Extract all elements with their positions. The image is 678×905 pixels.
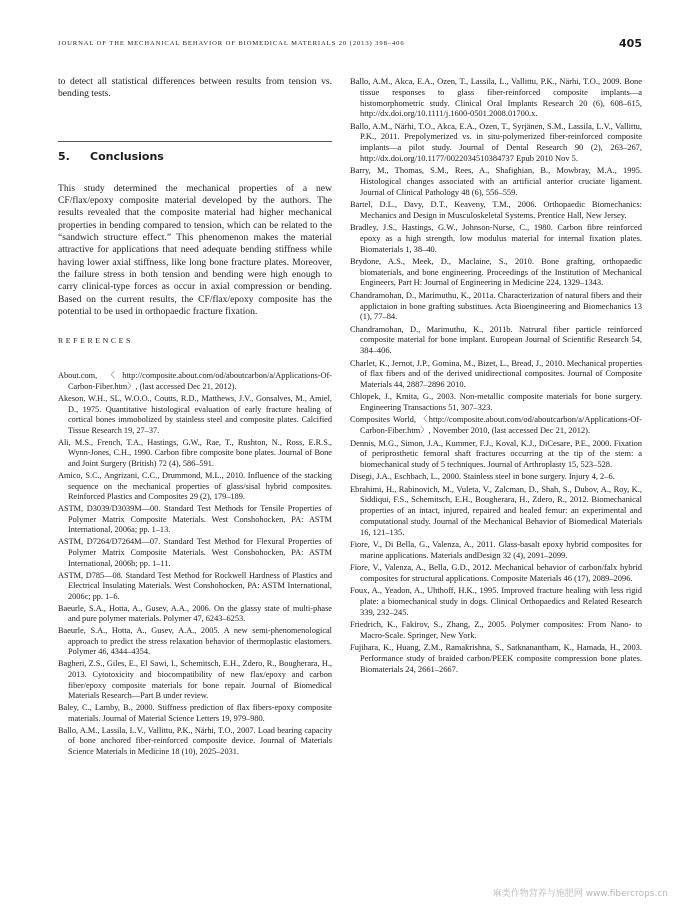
reference-item: Ballo, A.M., Akca, E.A., Ozen, T., Lassila, L., Vallittu, P.K., Närhi, T.O., 2009. Bone tissue responses to glass fiber-reinforced composite implants—a histomorphometric study. Clinical Oral Implants Research 20 (6), 608–615, http://dx.doi.org/10.1111/j.1600-0501.2008.01700.x. (350, 76, 642, 119)
intro-paragraph: to detect all statistical differences between results from tension vs. bending tests. (58, 76, 332, 100)
reference-item: Fiore, V., Valenza, A., Bella, G.D., 2012. Mechanical behavior of carbon/falx hybrid composites for structural applications. Composite Materials 46 (17), 2089–2096. (350, 562, 642, 583)
reference-item: Bradley, J.S., Hastings, G.W., Johnson-Nurse, C., 1980. Carbon fibre reinforced epoxy as a high strength, low modulus material for internal fixation plates. Biomaterials 1, 38–40. (350, 222, 642, 254)
right-column (350, 76, 642, 676)
reference-item: Bagheri, Z.S., Giles, E., El Sawi, I., Schemitsch, E.H., Zdero, R., Bougherara, H., 2013. Cytotoxicity and biocompatibility of new flax/epoxy and carbon fiber/epoxy composite materials for bone repair. Journal of Biomedical Materials Research—Part B under review. (58, 659, 332, 701)
conclusion-paragraph: This study determined the mechanical properties of a new CF/flax/epoxy composite material developed by the authors. The results revealed that the composite material had higher mechanical properties in bending compared to tension, which can be related to the “sandwich structure effect.” This phenomenon makes the material attractive for applications that need adequate bending stiffness while having lower axial stiffness, like long bone fracture plates. Moreover, the failure stress in both tension and bending were high enough to carry clinical-type forces as occur in axial compression or bending. Based on the current results, the CF/flax/epoxy composite has the potential to be used in orthopaedic fracture fixation. (58, 182, 332, 318)
references-heading: REFERENCES (58, 336, 133, 346)
reference-item: Dennis, M.G., Simon, J.A., Kummer, F.J., Koval, K.J., DiCesare, P.E., 2000. Fixation of periprosthetic femoral shaft fractures occurring at the tip of the stem: a biomechanical study of 5 techniques. Journal of Arthroplasty 15, 523–528. (350, 437, 642, 470)
reference-item: Chandramohan, D., Marimuthu, K., 2011b. Natrural fiber particle reinforced composite material for bone implant. European Journal of Scientific Research 54, 384–406. (350, 323, 642, 356)
section-heading (58, 150, 332, 163)
reference-item: Chlopek, J., Kmita, G., 2003. Non-metallic composite materials for bone surgery. Engineering Transactions 51, 307–323. (350, 391, 642, 413)
reference-item: Foux, A., Yeadon, A., Uhthoff, H.K., 1995. Improved fracture healing with less rigid plate: a biomechanical study in dogs. Clinical Orthopaedics and Related Research 339, 232–245. (350, 585, 642, 617)
reference-list-right (350, 76, 642, 674)
journal-title: JOURNAL OF THE MECHANICAL BEHAVIOR OF BIOMEDICAL MATERIALS 20 (2013) 398–406 (58, 39, 405, 47)
reference-item: Bartel, D.L., Davy, D.T., Keaveny, T.M., 2006. Orthopaedic Biomechanics: Mechanics and Design in Musculoskeletal Systems. Prentice Hall, New Jersey. (350, 199, 642, 220)
reference-item: Fujihara, K., Huang, Z.M., Ramakrishna, S., Satknanantham, K., Hamada, H., 2003. Performance study of braided carbon/PEEK composite compression bone plates. Biomaterials 24, 2661–2667. (350, 642, 642, 674)
reference-item: Baeurle, S.A., Hotta, A., Gusev, A.A., 2006. On the glassy state of multi-phase and pure polymer materials. Polymer 47, 6243–6253. (58, 603, 332, 624)
section-divider (58, 141, 332, 142)
site-watermark: 麻类作物营养与施肥网 www.fibercrops.cn (492, 889, 668, 899)
reference-item: Fiore, V., Di Bella, G., Valenza, A., 2011. Glass-basalt epoxy hybrid composites for marine applications. Materials andDesign 32 (4), 2091–2099. (350, 539, 642, 560)
reference-item: Brydone, A.S., Meek, D., Maclaine, S., 2010. Bone grafting, orthopaedic biomaterials, and bone engineering. Proceedings of the Institution of Mechanical Engineers, Part H: Journal of Engineering in Medicine 224, 1329–1343. (350, 255, 642, 288)
reference-item: Amico, S.C., Angrizani, C.C., Drummond, M.L., 2010. Influence of the stacking sequence on the mechanical properties of glass/sisal hybrid composites. Reinforced Plastics and Composites 29 (2), 179–189. (58, 470, 332, 502)
reference-item: ASTM, D3039/D3039M—00. Standard Test Methods for Tensile Properties of Polymer Matrix Composite Materials. West Conshohocken, PA: ASTM International, 2006a; pp. 1–13. (58, 504, 332, 535)
reference-item: Ali, M.S., French, T.A., Hastings, G.W., Rae, T., Rushton, N., Ross, E.R.S., Wynn-Jones, C.H., 1990. Carbon fibre composite bone plates. Journal of Bone and Joint Surgery (British) 72 (4), 586–591. (58, 437, 332, 468)
reference-item: About.com, 〈http://composite.about.com/od/aboutcarbon/a/Applications-Of-Carbon-Fiber.htm〉, (last accessed Dec 21, 2012). (58, 371, 332, 392)
reference-item: Chandramohan, D., Marimuthu, K., 2011a. Characterization of natural fibers and their applictaion in bone grafting substitues. Acta Bioengineering and Biomechanics 13 (1), 77–84. (350, 289, 642, 322)
reference-item: Ballo, A.M., Lassila, L.V., Vallittu, P.K., Närhi, T.O., 2007. Load bearing capacity of bone anchored fiber-reinforced composite device. Journal of Materials Science Materials in Medicine 18 (10), 2025–2031. (58, 725, 332, 756)
reference-item: Disegi, J.A., Eschbach, L., 2000. Stainless steel in bone surgery. Injury 4, 2–6. (350, 471, 615, 482)
running-header (58, 36, 642, 50)
reference-item: Charlet, K., Jernot, J.P., Gomina, M., Bizet, L., Bread, J., 2010. Mechanical properties of flax fibers and of the derived unidirectional composites. Journal of Composite Materials 44, 2887–2896 2010. (350, 357, 642, 389)
reference-list-left (58, 371, 332, 757)
section-title: Conclusions (90, 149, 164, 163)
reference-item: Baeurle, S.A., Hotta, A., Gusev, A.A., 2005. A new semi-phenomenological approach to predict the stress relaxation behavior of thermoplastic elastomers. Polymer 46, 4344–4354. (58, 626, 332, 657)
page-number: 405 (619, 36, 642, 50)
reference-item: ASTM, D7264/D7264M—07. Standard Test Method for Flexural Properties of Polymer Matrix Composite Materials. West Conshohocken, PA: ASTM International, 2006b; pp. 1–11. (58, 537, 332, 568)
left-column (58, 76, 332, 759)
reference-item: Friedrich, K., Fakirov, S., Zhang, Z., 2005. Polymer composites: From Nano- to Macro-Scale. Springer, New York. (350, 619, 642, 640)
reference-item: ASTM, D785—08. Standard Test Method for Rockwell Hardness of Plastics and Electrical Insulating Materials. West Conshohocken, PA: ASTM International, 2006c; pp. 1–6. (58, 570, 332, 601)
reference-item: Akeson, W.H., SL, W.O.O., Coutts, R.D., Matthews, J.V., Gonsalves, M., Amiel, D., 1975. Quantitative histological evaluation of early fracture healing of cortical bones immobolized by stainless steel and composite plates. Calcified Tissue Research 19, 27–37. (58, 394, 332, 435)
reference-item: Barry, M., Thomas, S.M., Rees, A., Shafighian, B., Mowbray, M.A., 1995. Histological changes associated with an artificial anterior cruciate ligament. Journal of Clinical Pathology 48 (6), 556–559. (350, 165, 642, 197)
reference-item: Ballo, A.M., Närhi, T.O., Akca, E.A., Ozen, T., Syrjänen, S.M., Lassila, L.V., Vallittu, P.K., 2011. Prepolymerized vs. in situ-polymerized fiber-reinforced composite implants—a pilot study. Journal of Dental Research 90 (2), 263–267, http://dx.doi.org/10.1177/0022034510384737 Epub 2010 Nov 5. (350, 120, 642, 163)
reference-item: Ebrahimi, H., Rabinovich, M., Vuleta, V., Zalcman, D., Shah, S., Dubov, A., Roy, K., Siddiqui, F.S., Schemitsch, E.H., Bougherara, H., Zdero, R., 2012. Biomechanical properties of an intact, injured, repaired and healed femur: an experimental and computational study. Journal of the Mechanical Behavior of Biomedical Materials 16, 121–135. (350, 483, 642, 537)
section-number: 5. (58, 149, 70, 163)
reference-item: Composites World, 〈http://composite.about.com/od/aboutcarbon/a/Applications-Of-Carbon-Fiber.htm〉, November 2010, (last accessed Dec 21, 2012). (350, 414, 642, 436)
reference-item: Baley, C., Lamby, B., 2000. Stiffness prediction of flax fibers-epoxy composite materials. Journal of Material Science Letters 19, 979–980. (58, 703, 332, 723)
